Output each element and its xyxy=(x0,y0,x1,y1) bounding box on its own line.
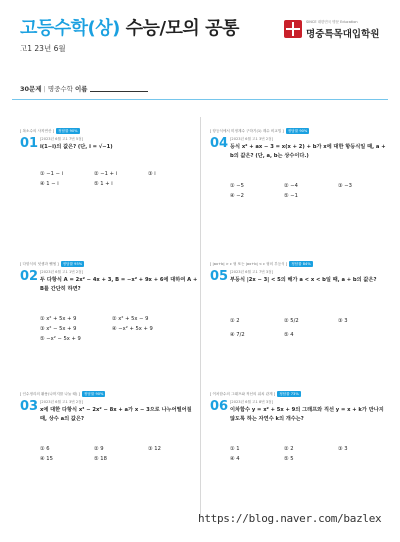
choice-2[interactable]: ② 5/2 xyxy=(284,318,299,324)
question-06 xyxy=(210,391,390,462)
question-source: [2023년 6월 고1 7번 5점] xyxy=(40,137,84,141)
question-category: [ 항등식에서 미정계수 구하기(1) 계수 비교법 ] 정답률 90% xyxy=(210,129,308,133)
question-stem: 두 다항식 A = 2x² − 4x + 3, B = −x² + 9x + 6에 대하여 A + B를 간단히 하면? xyxy=(40,277,198,292)
exam-subtitle: 고1 23년 6월 xyxy=(20,44,66,53)
choice-2[interactable]: ② 2 xyxy=(284,446,294,452)
choice-5[interactable]: ⑤ −1 xyxy=(284,193,298,199)
header-divider xyxy=(12,99,388,100)
choice-3[interactable]: ③ x² − 5x + 9 xyxy=(40,326,77,332)
name-label: 이름 xyxy=(75,85,88,93)
question-source: [2023년 6월 고1 7번 3점] xyxy=(230,270,274,274)
accuracy-badge: 정답률 73% xyxy=(279,392,299,396)
answer-choices xyxy=(230,444,390,464)
logo-name: 명중특목대입학원 xyxy=(306,29,380,40)
question-01 xyxy=(20,128,200,187)
choice-1[interactable]: ① −1 − i xyxy=(40,171,64,177)
question-count: 30문제 xyxy=(20,85,42,93)
choice-5[interactable]: ⑤ 4 xyxy=(284,332,294,338)
choice-2[interactable]: ② x² + 5x − 9 xyxy=(112,316,149,322)
accuracy-badge: 정답률 90% xyxy=(58,129,78,133)
choice-5[interactable]: ⑤ 5 xyxy=(284,456,294,462)
choice-2[interactable]: ② −1 + i xyxy=(94,171,118,177)
worksheet-meta: 30문제 | 명중수학 이름 xyxy=(20,84,148,93)
choice-3[interactable]: ③ −3 xyxy=(338,183,352,189)
question-stem: 이차함수 y = x² + 5x + 9의 그래프와 직선 y = x + k가 만나지 않도록 하는 자연수 k의 개수는? xyxy=(230,407,384,422)
academy-logo xyxy=(284,20,396,42)
choice-3[interactable]: ③ 3 xyxy=(338,318,348,324)
choice-4[interactable]: ④ 1 − i xyxy=(40,181,59,187)
accuracy-badge: 정답률 84% xyxy=(291,262,311,266)
question-number: 04 xyxy=(210,136,229,151)
choice-4[interactable]: ④ 7/2 xyxy=(230,332,245,338)
accuracy-badge: 정답률 95% xyxy=(62,262,83,266)
academy-name: 명중수학 xyxy=(47,85,73,93)
choice-5[interactable]: ⑤ −x² − 5x + 9 xyxy=(40,336,81,342)
choice-1[interactable]: ① −5 xyxy=(230,183,244,189)
question-number: 03 xyxy=(20,399,39,414)
question-stem: i(1−i)의 값은? (단, i = √−1) xyxy=(40,144,113,150)
question-category: [ 인수정리의 활용(나머지를 나눌 때) ] 정답률 90% xyxy=(20,392,104,396)
question-stem: 등식 x² + ax − 3 = x(x + 2) + b가 x에 대한 항등식일 때, a + b의 값은? (단, a, b는 상수이다.) xyxy=(230,144,386,159)
title-subject: 고등수학(상) xyxy=(20,18,120,39)
question-number: 02 xyxy=(20,269,39,284)
choice-5[interactable]: ⑤ 1 + i xyxy=(94,181,113,187)
question-source: [2023년 6월 고1 1번 2점] xyxy=(40,270,84,274)
accuracy-badge: 정답률 90% xyxy=(83,392,104,396)
choice-4[interactable]: ④ −x² + 5x + 9 xyxy=(112,326,153,332)
title-type: 수능/모의 공통 xyxy=(119,18,239,39)
accuracy-badge: 정답률 90% xyxy=(287,129,308,133)
choice-2[interactable]: ② −4 xyxy=(284,183,298,189)
column-divider xyxy=(200,117,201,517)
question-number: 01 xyxy=(20,136,39,151)
page-title xyxy=(20,14,239,40)
question-category: [ 다항식의 덧셈과 뺄셈 ] 정답률 95% xyxy=(20,262,83,266)
question-source: [2023년 6월 고1 3번 2점] xyxy=(40,400,84,404)
answer-choices xyxy=(230,314,390,342)
choice-1[interactable]: ① x² + 5x + 9 xyxy=(40,316,77,322)
choice-4[interactable]: ④ −2 xyxy=(230,193,244,199)
question-source: [2023년 6월 고1 3번 2점] xyxy=(230,137,274,141)
question-02 xyxy=(20,261,200,342)
choice-1[interactable]: ① 1 xyxy=(230,446,240,452)
question-source: [2023년 6월 고1 8번 3점] xyxy=(230,400,274,404)
blog-watermark: https://blog.naver.com/bazlex xyxy=(198,512,382,525)
answer-choices xyxy=(40,444,200,464)
academy-emblem-icon xyxy=(284,20,302,38)
question-03 xyxy=(20,391,200,462)
question-stem: 부등식 |2x − 3| < 5의 해가 a < x < b일 때, a + b의 값은? xyxy=(230,277,377,283)
name-blank xyxy=(90,91,148,92)
choice-4[interactable]: ④ 4 xyxy=(230,456,240,462)
question-number: 05 xyxy=(210,269,229,284)
choice-2[interactable]: ② 9 xyxy=(94,446,104,452)
choice-4[interactable]: ④ 15 xyxy=(40,456,53,462)
choice-3[interactable]: ③ i xyxy=(148,171,156,177)
choice-5[interactable]: ⑤ 18 xyxy=(94,456,107,462)
answer-choices xyxy=(230,181,390,201)
question-category: [ 복소수의 사칙연산 ] 정답률 90% xyxy=(20,129,78,133)
logo-tagline: SINCE 대한민국 명문 Education xyxy=(306,20,358,24)
question-category: [ 이차함수의 그래프와 직선의 위치 관계 ] 정답률 73% xyxy=(210,392,299,396)
question-05 xyxy=(210,261,390,338)
question-04 xyxy=(210,128,390,199)
answer-choices xyxy=(40,169,200,189)
choice-1[interactable]: ① 2 xyxy=(230,318,240,324)
choice-3[interactable]: ③ 12 xyxy=(148,446,161,452)
choice-3[interactable]: ③ 3 xyxy=(338,446,348,452)
question-category: [ |ax+b| > c 형 또는 |ax+b| < c 형의 부등식 ] 정답률 84% xyxy=(210,262,311,266)
question-stem: x에 대한 다항식 x³ − 2x² − 8x + a가 x − 3으로 나누어떨어질 때, 상수 a의 값은? xyxy=(40,407,192,422)
question-number: 06 xyxy=(210,399,229,414)
answer-choices xyxy=(40,314,200,344)
choice-1[interactable]: ① 6 xyxy=(40,446,50,452)
